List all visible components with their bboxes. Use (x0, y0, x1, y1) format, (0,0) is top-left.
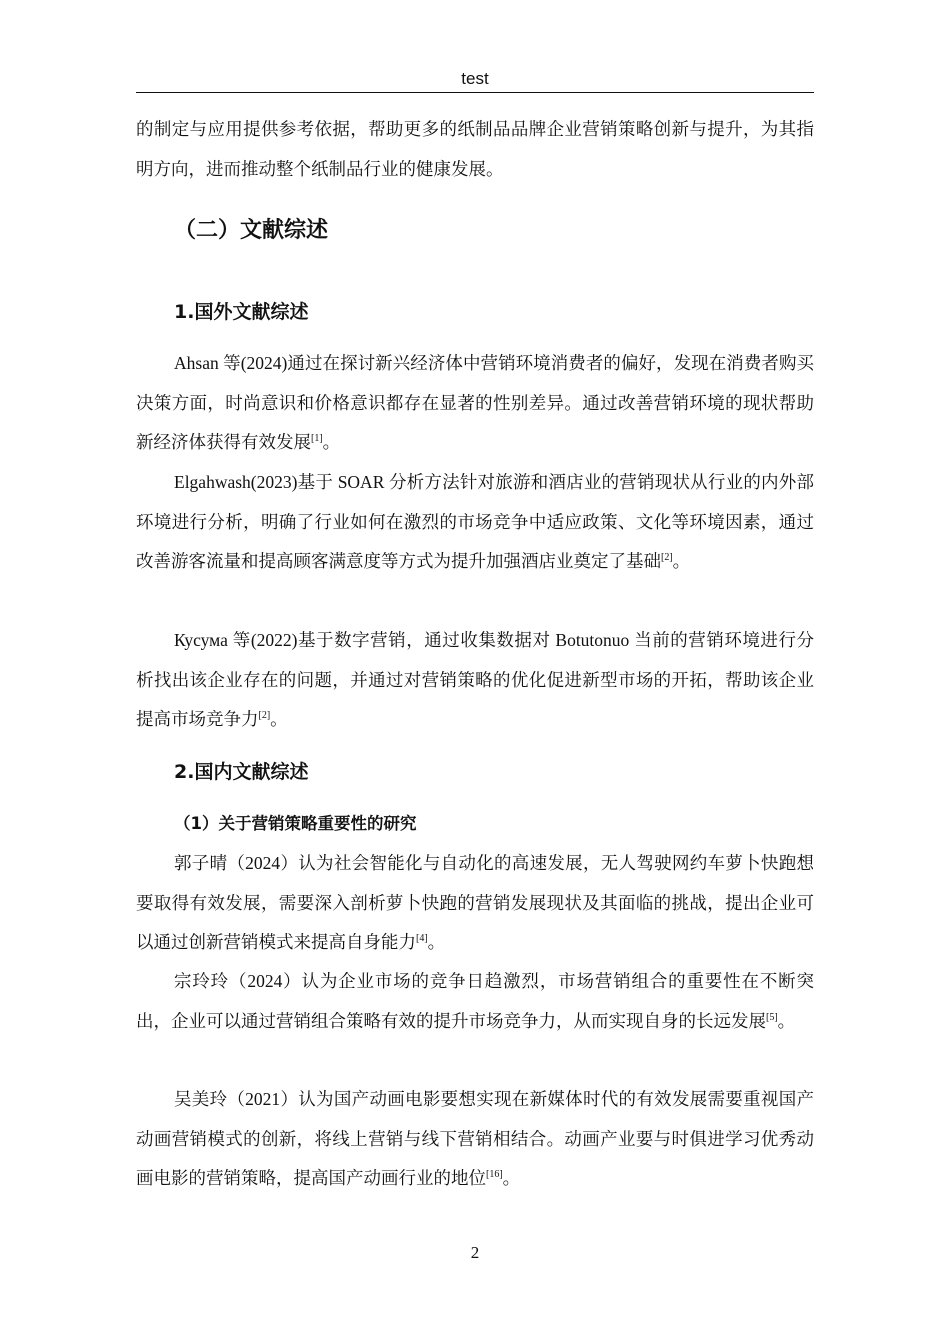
foreign-review-title: 1.国外文献综述 (174, 301, 309, 323)
foreign-paragraph-1: Ahsan 等(2024)通过在探讨新兴经济体中营销环境消费者的偏好，发现在消费者购买决策方面，时尚意识和价格意识都存在显著的性别差异。通过改善营销环境的现状帮助新经济体获得有效发展[1]。 (136, 353, 814, 452)
paragraph-text: 宗玲玲（2024）认为企业市场的竞争日趋激烈，市场营销组合的重要性在不断突出，企业可以通过营销组合策略有效的提升市场竞争力，从而实现自身的长远发展 (136, 971, 814, 1031)
paragraph-text: Elgahwash(2023)基于 SOAR 分析方法针对旅游和酒店业的营销现状从行业的内外部环境进行分析，明确了行业如何在激烈的市场竞争中适应政策、文化等环境因素，通过改善游客流量和提高顾客满意度等方式为提升加强酒店业奠定了基础 (136, 472, 814, 571)
paragraph-text: Кусума 等(2022)基于数字营销，通过收集数据对 Botutonuo 当前的营销环境进行分析找出该企业存在的问题，并通过对营销策略的优化促进新型市场的开拓，帮助该企业提高市场竞争力 (136, 630, 814, 729)
domestic-subtitle: （1）关于营销策略重要性的研究 (174, 814, 417, 833)
paragraph-text: Ahsan 等(2024)通过在探讨新兴经济体中营销环境消费者的偏好，发现在消费者购买决策方面，时尚意识和价格意识都存在显著的性别差异。通过改善营销环境的现状帮助新经济体获得有效发展 (136, 353, 814, 452)
domestic-paragraph-1: 郭子晴（2024）认为社会智能化与自动化的高速发展，无人驾驶网约车萝卜快跑想要取得有效发展，需要深入剖析萝卜快跑的营销发展现状及其面临的挑战，提出企业可以通过创新营销模式来提高自身能力[4]。 (136, 853, 814, 952)
citation-ref: [16] (486, 1169, 503, 1181)
citation-ref: [4] (416, 933, 428, 945)
citation-ref: [2] (661, 552, 673, 564)
intro-paragraph (136, 110, 814, 189)
section-title: （二）文献综述 (174, 218, 329, 243)
paragraph-text: 郭子晴（2024）认为社会智能化与自动化的高速发展，无人驾驶网约车萝卜快跑想要取得有效发展，需要深入剖析萝卜快跑的营销发展现状及其面临的挑战，提出企业可以通过创新营销模式来提高自身能力 (136, 853, 814, 952)
page-number: 2 (470, 1243, 480, 1262)
citation-ref: [1] (311, 433, 323, 445)
page-header: test (136, 66, 814, 93)
citation-ref: [5] (766, 1011, 778, 1023)
foreign-paragraph-2: Elgahwash(2023)基于 SOAR 分析方法针对旅游和酒店业的营销现状从行业的内外部环境进行分析，明确了行业如何在激烈的市场竞争中适应政策、文化等环境因素，通过改善游客流量和提高顾客满意度等方式为提升加强酒店业奠定了基础[2]。 (136, 472, 814, 571)
domestic-review-title: 2.国内文献综述 (174, 761, 309, 783)
intro-text: 的制定与应用提供参考依据，帮助更多的纸制品品牌企业营销策略创新与提升，为其指明方向，进而推动整个纸制品行业的健康发展。 (136, 119, 814, 179)
domestic-paragraph-3: 吴美玲（2021）认为国产动画电影要想实现在新媒体时代的有效发展需要重视国产动画营销模式的创新，将线上营销与线下营销相结合。动画产业要与时俱进学习优秀动画电影的营销策略，提高国产动画行业的地位[16]。 (136, 1089, 814, 1188)
citation-ref: [2] (258, 710, 271, 722)
paragraph-text: 吴美玲（2021）认为国产动画电影要想实现在新媒体时代的有效发展需要重视国产动画营销模式的创新，将线上营销与线下营销相结合。动画产业要与时俱进学习优秀动画电影的营销策略，提高国产动画行业的地位 (136, 1089, 814, 1188)
domestic-paragraph-2: 宗玲玲（2024）认为企业市场的竞争日趋激烈，市场营销组合的重要性在不断突出，企业可以通过营销组合策略有效的提升市场竞争力，从而实现自身的长远发展[5]。 (136, 971, 814, 1031)
foreign-paragraph-3: Кусума 等(2022)基于数字营销，通过收集数据对 Botutonuo 当前的营销环境进行分析找出该企业存在的问题，并通过对营销策略的优化促进新型市场的开拓，帮助该企业提高市场竞争力[2]。 (136, 630, 814, 729)
